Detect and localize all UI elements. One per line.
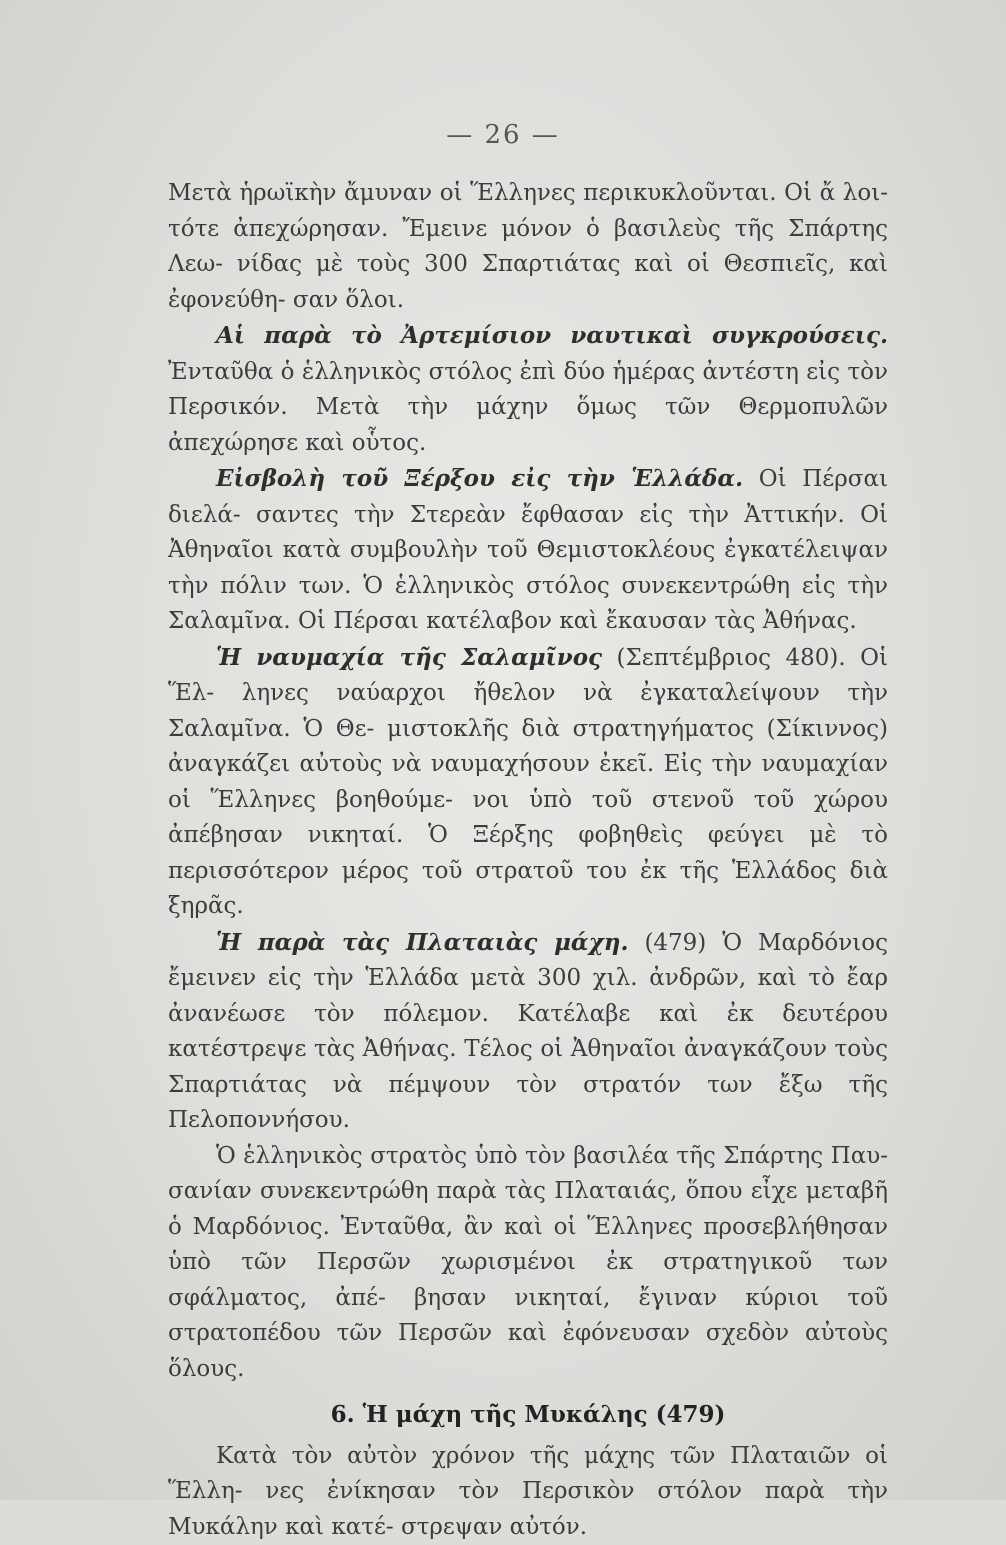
section-heading xyxy=(168,1397,888,1433)
section-title: Ἡ μάχη τῆς Μυκάλης xyxy=(363,1401,648,1428)
paragraph-text: Ὁ ἑλληνικὸς στρατὸς ὑπὸ τὸν βασιλέα τῆς Σπάρτης Παυ- σανίαν συνεκεντρώθη παρὰ τὰς Πλαταιάς, ὅπου εἶχε μεταβῆ ὁ Μαρδόνιος. Ἐνταῦθα, ἂν καὶ οἱ Ἕλληνες προσεβλήθησαν ὑπὸ τῶν Περσῶν χωρισμένοι ἐκ στρατηγικοῦ των σφάλματος, ἀπέ- βησαν νικηταί, ἔγιναν κύριοι τοῦ στρατοπέδου τῶν Περσῶν καὶ ἐφόνευσαν σχεδὸν αὐτοὺς ὅλους. xyxy=(168,1143,888,1382)
paragraph xyxy=(168,176,888,318)
paragraph-heading: Εἰσβολὴ τοῦ Ξέρξου εἰς τὴν Ἑλλάδα. xyxy=(216,465,743,492)
paragraph-text: Οἱ Πέρσαι διελά- σαντες τὴν Στερεὰν ἔφθασαν εἰς τὴν Ἀττικήν. Οἱ Ἀθηναῖοι κατὰ συμβουλὴν τοῦ Θεμιστοκλέους ἐγκατέλειψαν τὴν πόλιν των. Ὁ ἑλληνικὸς στόλος συνεκεντρώθη εἰς τὴν Σαλαμῖνα. Οἱ Πέρσαι κατέλαβον καὶ ἔκαυσαν τὰς Ἀθήνας. xyxy=(168,466,888,634)
paragraph xyxy=(168,1139,888,1388)
section-number: 6. xyxy=(331,1401,355,1428)
paragraph-text: (Σεπτέμβριος 480). Οἱ Ἕλ- ληνες ναύαρχοι ἤθελον νὰ ἐγκαταλείψουν τὴν Σαλαμῖνα. Ὁ Θε- μιστοκλῆς διὰ στρατηγήματος (Σίκιννος) ἀναγκάζει αὐτοὺς νὰ ναυμαχήσουν ἐκεῖ. Εἰς τὴν ναυμαχίαν οἱ Ἕλληνες βοηθούμε- νοι ὑπὸ τοῦ στενοῦ τοῦ χώρου ἀπέβησαν νικηταί. Ὁ Ξέρξης φοβηθεὶς φεύγει μὲ τὸ περισσότερον μέρος τοῦ στρατοῦ του ἐκ τῆς Ἑλλάδος διὰ ξηρᾶς. xyxy=(168,645,888,920)
paragraph-heading: Ἡ ναυμαχία τῆς Σαλαμῖνος xyxy=(216,644,602,671)
section-year: (479) xyxy=(656,1401,726,1428)
paragraph xyxy=(168,318,888,461)
paragraph-heading: Ἡ παρὰ τὰς Πλαταιὰς μάχη. xyxy=(216,929,628,956)
body-text xyxy=(168,176,888,1545)
paragraph-text: Κατὰ τὸν αὐτὸν χρόνον τῆς μάχης τῶν Πλαταιῶν οἱ Ἕλλη- νες ἐνίκησαν τὸν Περσικὸν στόλον παρὰ τὴν Μυκάλην καὶ κατέ- στρεψαν αὐτόν. xyxy=(168,1443,888,1540)
paragraph-text: (479) Ὁ Μαρδόνιος ἔμεινεν εἰς τὴν Ἑλλάδα μετὰ 300 χιλ. ἀνδρῶν, καὶ τὸ ἔαρ ἀνανέωσε τὸν πόλεμον. Κατέλαβε καὶ ἐκ δευτέρου κατέστρεψε τὰς Ἀθήνας. Τέλος οἱ Ἀθηναῖοι ἀναγκάζουν τοὺς Σπαρτιάτας νὰ πέμψουν τὸν στρατόν των ἔξω τῆς Πελοποννήσου. xyxy=(168,930,888,1134)
paragraph xyxy=(168,640,888,925)
paragraph-text: Ἐνταῦθα ὁ ἑλληνικὸς στόλος ἐπὶ δύο ἡμέρας ἀντέστη εἰς τὸν Περσικόν. Μετὰ τὴν μάχην ὅμως τῶν Θερμοπυλῶν ἀπεχώρησε καὶ οὗτος. xyxy=(168,359,888,456)
paragraph xyxy=(168,1439,888,1545)
page-number: — 26 — xyxy=(0,120,1006,150)
paragraph xyxy=(168,461,888,640)
paragraph xyxy=(168,925,888,1139)
paragraph-text: Μετὰ ἡρωϊκὴν ἄμυναν οἱ Ἕλληνες περικυκλοῦνται. Οἱ ἄ λοι- τότε ἀπεχώρησαν. Ἔμεινε μόνον ὁ βασιλεὺς τῆς Σπάρτης Λεω- νίδας μὲ τοὺς 300 Σπαρτιάτας καὶ οἱ Θεσπιεῖς, καὶ ἐφονεύθη- σαν ὅλοι. xyxy=(168,180,888,313)
paragraph-heading: Αἱ παρὰ τὸ Ἀρτεμίσιον ναυτικαὶ συγκρούσεις. xyxy=(216,322,888,349)
